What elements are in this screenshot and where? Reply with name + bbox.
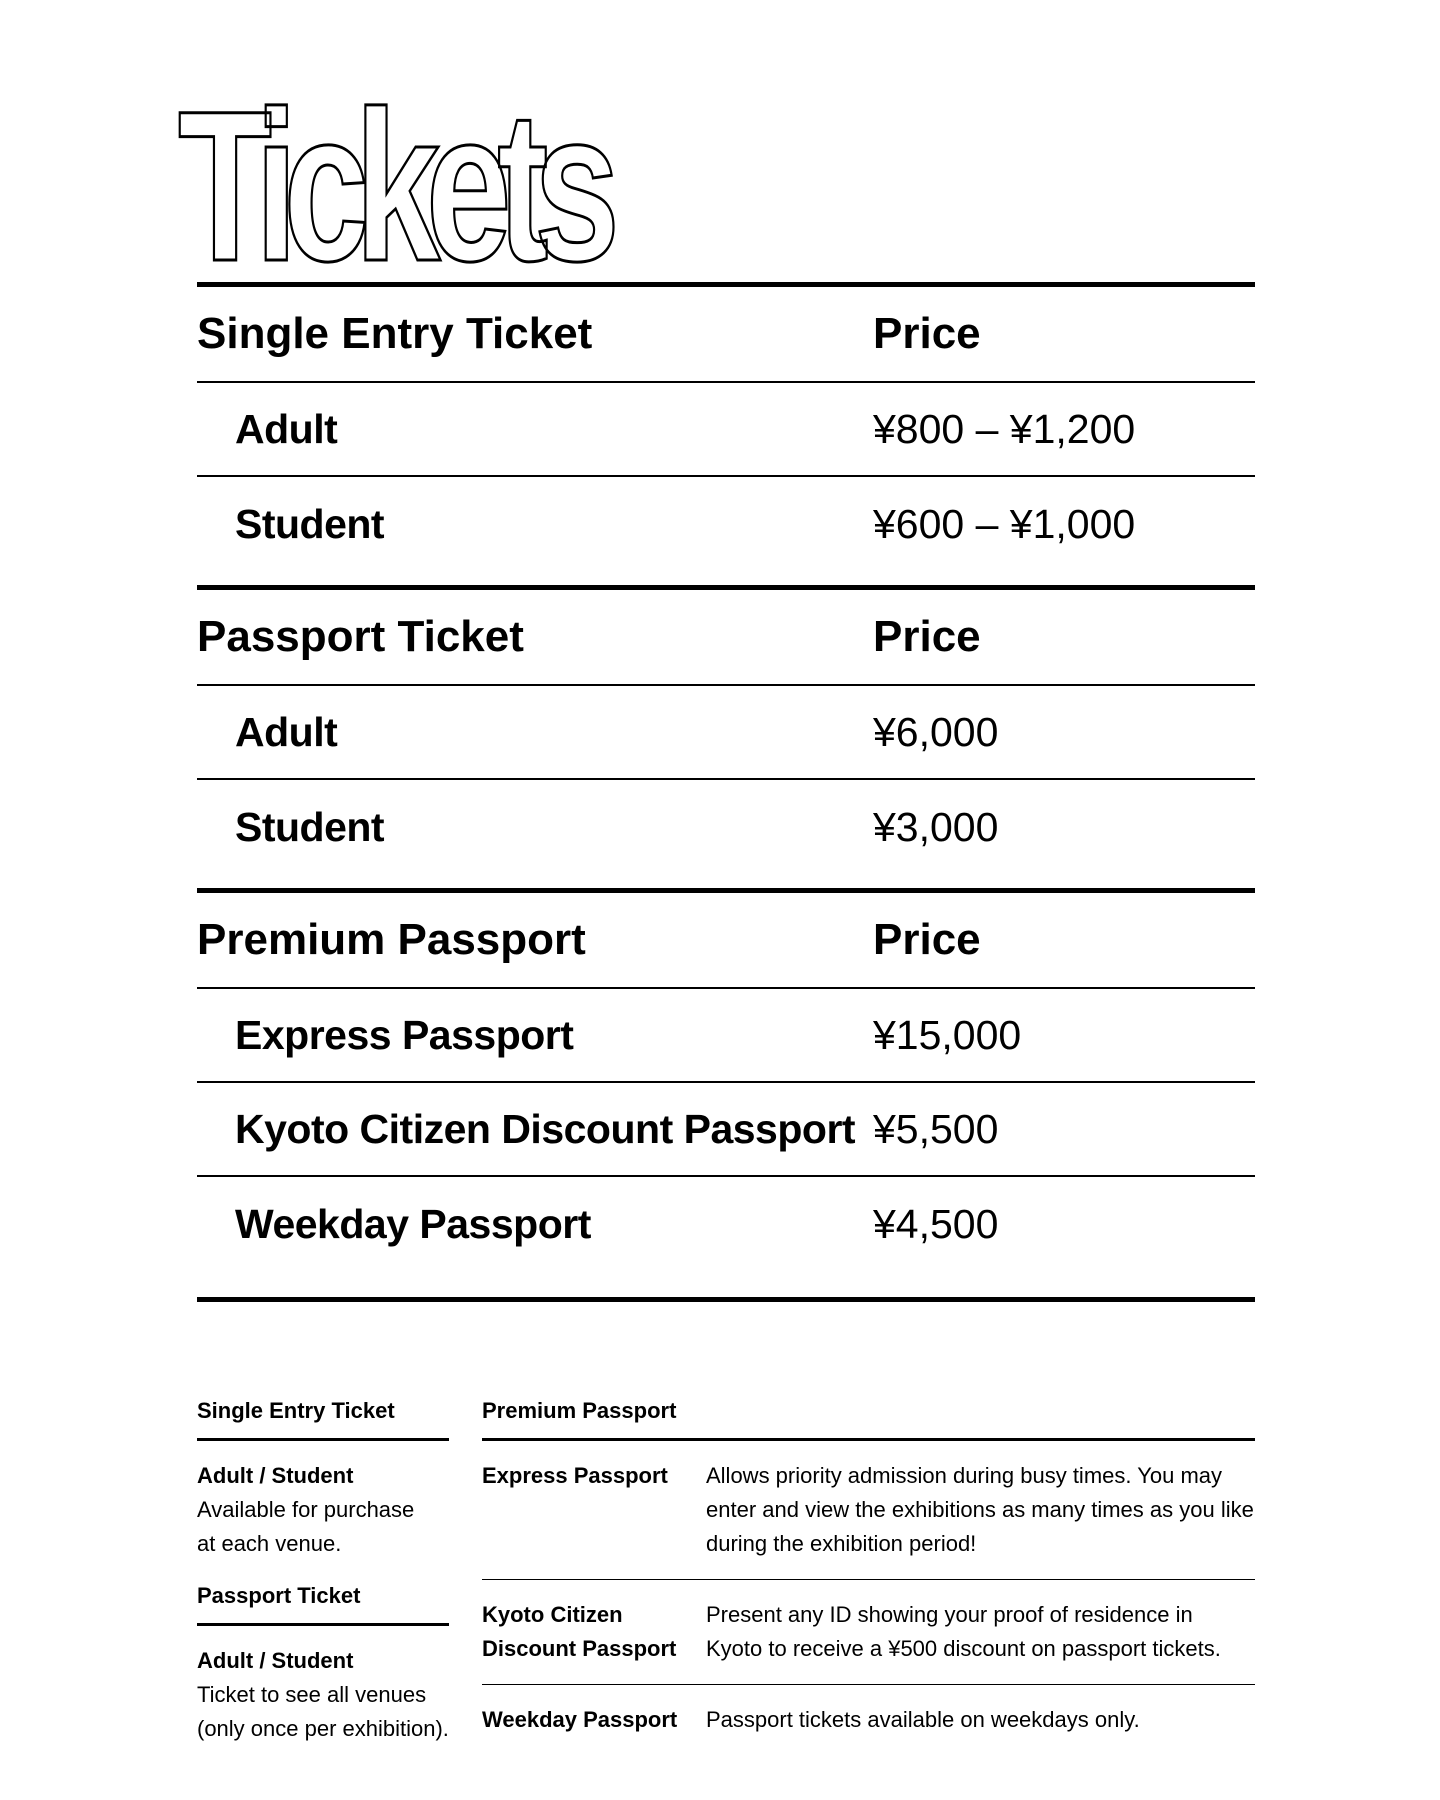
section-header-row — [197, 590, 1255, 686]
table-row — [197, 686, 1255, 780]
premium-note-row — [482, 1580, 1255, 1685]
bottom-divider — [197, 1297, 1255, 1302]
section-header: Single Entry Ticket — [197, 309, 593, 358]
price-tables — [197, 282, 1255, 1302]
notes-premium-column — [482, 1394, 1255, 1755]
section-header: Passport Ticket — [197, 612, 524, 661]
section-header-row — [197, 893, 1255, 989]
ticket-price: ¥5,500 — [873, 1105, 999, 1152]
ticket-type: Adult — [235, 405, 338, 452]
premium-note-description — [706, 1703, 1255, 1737]
table-row — [197, 1083, 1255, 1177]
note-line: Available for purchase — [197, 1497, 415, 1522]
premium-note-description — [706, 1459, 1255, 1561]
ticket-type: Student — [235, 500, 385, 547]
single-entry-section — [197, 282, 1255, 585]
note-header: Passport Ticket — [197, 1579, 449, 1626]
premium-note-line: Present any ID showing your proof of residence in — [706, 1602, 1193, 1627]
note-line: at each venue. — [197, 1531, 342, 1556]
premium-note-name-line: Weekday Passport — [482, 1707, 678, 1732]
price-column-header: Price — [873, 915, 981, 964]
note-subheader: Adult / Student — [197, 1463, 354, 1488]
ticket-price: ¥6,000 — [873, 708, 999, 755]
table-row — [197, 1177, 1255, 1271]
ticket-type: Kyoto Citizen Discount Passport — [235, 1105, 856, 1152]
premium-note-line: enter and view the exhibitions as many times as you like — [706, 1497, 1254, 1522]
note-header: Premium Passport — [482, 1394, 1255, 1441]
ticket-price: ¥4,500 — [873, 1200, 999, 1247]
premium-note-line: Passport tickets available on weekdays only. — [706, 1707, 1140, 1732]
note-line: (only once per exhibition). — [197, 1716, 449, 1741]
premium-note-name — [482, 1703, 706, 1737]
price-column-header: Price — [873, 309, 981, 358]
premium-note-line: Allows priority admission during busy times. You may — [706, 1463, 1223, 1488]
premium-note-name — [482, 1598, 706, 1666]
ticket-type: Express Passport — [235, 1011, 574, 1058]
premium-note-name-line: Express Passport — [482, 1463, 668, 1488]
premium-note-name-line: Discount Passport — [482, 1636, 677, 1661]
section-header-row — [197, 287, 1255, 383]
note-header: Single Entry Ticket — [197, 1394, 449, 1441]
ticket-notes — [197, 1394, 1255, 1741]
ticket-price: ¥800 – ¥1,200 — [873, 405, 1136, 452]
table-row — [197, 477, 1255, 571]
ticket-type: Adult — [235, 708, 338, 755]
premium-note-description — [706, 1598, 1255, 1666]
price-column-header: Price — [873, 612, 981, 661]
ticket-price: ¥3,000 — [873, 803, 999, 850]
note-line: Ticket to see all venues — [197, 1682, 427, 1707]
premium-note-line: during the exhibition period! — [706, 1531, 977, 1556]
premium-note-name-line: Kyoto Citizen — [482, 1602, 623, 1627]
section-header: Premium Passport — [197, 915, 586, 964]
ticket-price: ¥15,000 — [873, 1011, 1022, 1058]
premium-passport-section — [197, 888, 1255, 1271]
premium-note-name — [482, 1459, 706, 1561]
premium-note-row — [482, 1441, 1255, 1580]
passport-section — [197, 585, 1255, 888]
premium-note-line: Kyoto to receive a ¥500 discount on passport tickets. — [706, 1636, 1221, 1661]
table-row — [197, 383, 1255, 477]
page-title: Tickets — [178, 67, 606, 306]
premium-note-row — [482, 1685, 1255, 1755]
ticket-type: Weekday Passport — [235, 1200, 591, 1247]
notes-left-column — [197, 1394, 449, 1746]
note-subheader: Adult / Student — [197, 1648, 354, 1673]
ticket-price: ¥600 – ¥1,000 — [873, 500, 1136, 547]
table-row — [197, 780, 1255, 874]
ticket-type: Student — [235, 803, 385, 850]
table-row — [197, 989, 1255, 1083]
